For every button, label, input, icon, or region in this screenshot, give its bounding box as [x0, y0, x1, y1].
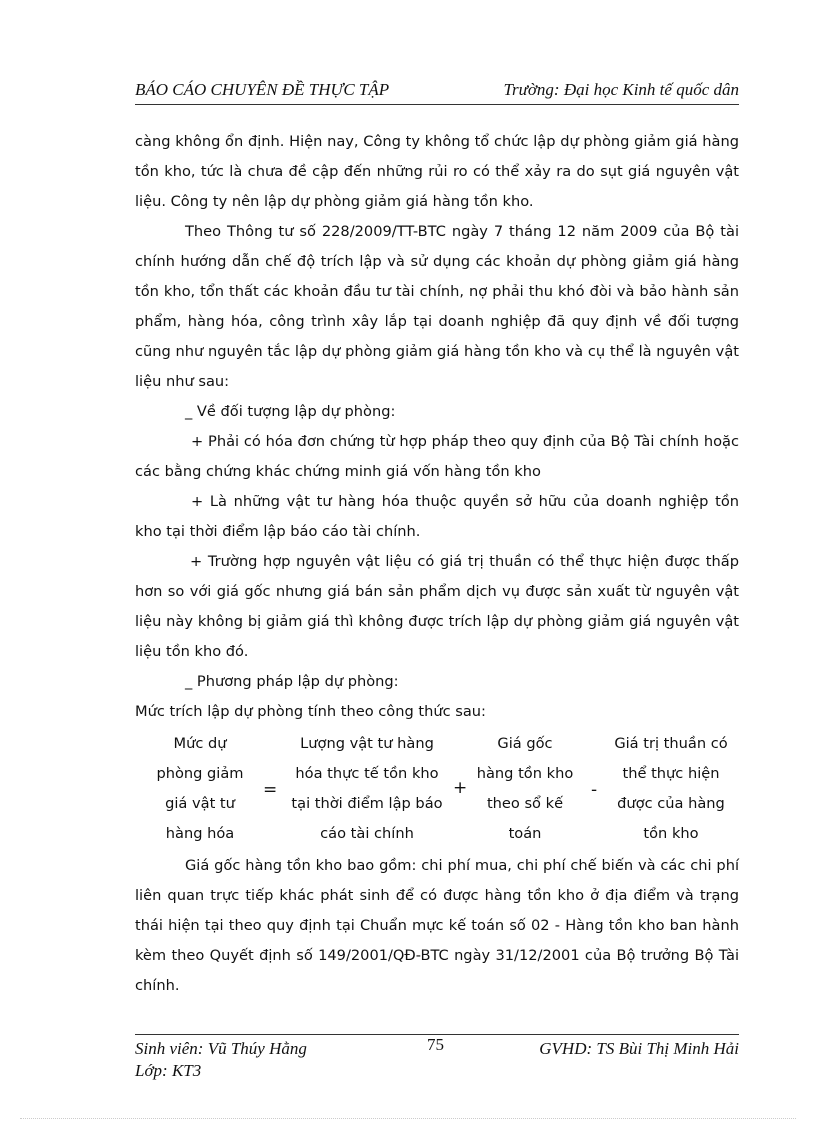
formula-line: tại thời điểm lập báo: [291, 795, 443, 812]
formula-term-cost: [465, 729, 585, 849]
formula-term-quantity: [283, 729, 451, 849]
page-edge-divider: [20, 1118, 796, 1119]
heading-objects: _ Về đối tượng lập dự phòng:: [185, 403, 396, 420]
formula-line: hàng tồn kho: [476, 765, 574, 782]
minus-sign: -: [591, 780, 598, 800]
formula-line: Giá gốc: [497, 735, 553, 752]
formula-line: giá vật tư: [165, 795, 235, 812]
page-header: [135, 78, 739, 105]
paragraph-circular: Theo Thông tư số 228/2009/TT-BTC ngày 7 tháng 12 năm 2009 của Bộ tài chính hướng dẫn chế độ trích lập và sử dụng các khoản dự phòng giảm giá hàng tồn kho, tổn thất các khoản đầu tư tài chính, nợ phải thu khó đòi và bảo hành sản phẩm, hàng hóa, công trình xây lắp tại doanh nghiệp đã quy định về đối tượng cũng như nguyên tắc lập dự phòng giảm giá hàng tồn kho và cụ thể là nguyên vật liệu như sau:: [135, 223, 739, 390]
formula-intro: Mức trích lập dự phòng tính theo công thức sau:: [135, 703, 486, 720]
equals-sign: =: [263, 780, 278, 800]
page-footer: [135, 1034, 739, 1080]
formula-line: Mức dự: [173, 735, 227, 752]
formula-line: phòng giảm: [156, 765, 244, 782]
formula-term-provision: [135, 729, 265, 849]
formula-line: tồn kho: [643, 825, 699, 842]
header-university: Trường: Đại học Kinh tế quốc dân: [503, 80, 739, 99]
bullet-net-value: + Trường hợp nguyên vật liệu có giá trị thuần có thể thực hiện được thấp hơn so với giá gốc nhưng giá bán sản phẩm dịch vụ được sản xuất từ nguyên vật liệu này không bị giảm giá thì không được trích lập dự phòng giảm giá nguyên vật liệu tồn kho đó.: [135, 553, 739, 660]
formula-term-net-value: [601, 729, 741, 849]
formula-line: Lượng vật tư hàng: [300, 735, 434, 752]
plus-sign: +: [453, 778, 468, 798]
footer-class: Lớp: KT3: [135, 1061, 202, 1080]
formula-line: cáo tài chính: [320, 825, 414, 842]
heading-method: _ Phương pháp lập dự phòng:: [185, 673, 399, 690]
formula-line: hóa thực tế tồn kho: [295, 765, 439, 782]
provision-formula: [135, 729, 739, 851]
formula-line: thể thực hiện: [622, 765, 720, 782]
page-number: 75: [427, 1035, 444, 1054]
footer-advisor: GVHD: TS Bùi Thị Minh Hải: [539, 1039, 739, 1058]
formula-line: toán: [508, 825, 542, 842]
bullet-invoice: + Phải có hóa đơn chứng từ hợp pháp theo quy định của Bộ Tài chính hoặc các bằng chứng khác chứng minh giá vốn hàng tồn kho: [135, 433, 739, 480]
formula-line: được của hàng: [617, 795, 725, 812]
formula-line: theo sổ kế: [486, 795, 564, 812]
document-body: [135, 127, 739, 1001]
header-report-title: BÁO CÁO CHUYÊN ĐỀ THỰC TẬP: [135, 80, 390, 99]
footer-student: Sinh viên: Vũ Thúy Hằng: [135, 1039, 307, 1058]
paragraph-cost-definition: Giá gốc hàng tồn kho bao gồm: chi phí mua, chi phí chế biến và các chi phí liên quan trực tiếp khác phát sinh để có được hàng tồn kho ở địa điểm và trạng thái hiện tại theo quy định tại Chuẩn mực kế toán số 02 - Hàng tồn kho ban hành kèm theo Quyết định số 149/2001/QĐ-BTC ngày 31/12/2001 của Bộ trưởng Bộ Tài chính.: [135, 857, 739, 994]
bullet-ownership: + Là những vật tư hàng hóa thuộc quyền sở hữu của doanh nghiệp tồn kho tại thời điểm lập báo cáo tài chính.: [135, 493, 739, 540]
formula-line: hàng hóa: [165, 825, 235, 842]
paragraph-intro: càng không ổn định. Hiện nay, Công ty không tổ chức lập dự phòng giảm giá hàng tồn kho, tức là chưa đề cập đến những rủi ro có thể xảy ra do sụt giá nguyên vật liệu. Công ty nên lập dự phòng giảm giá hàng tồn kho.: [135, 133, 739, 210]
formula-line: Giá trị thuần có: [614, 735, 728, 752]
